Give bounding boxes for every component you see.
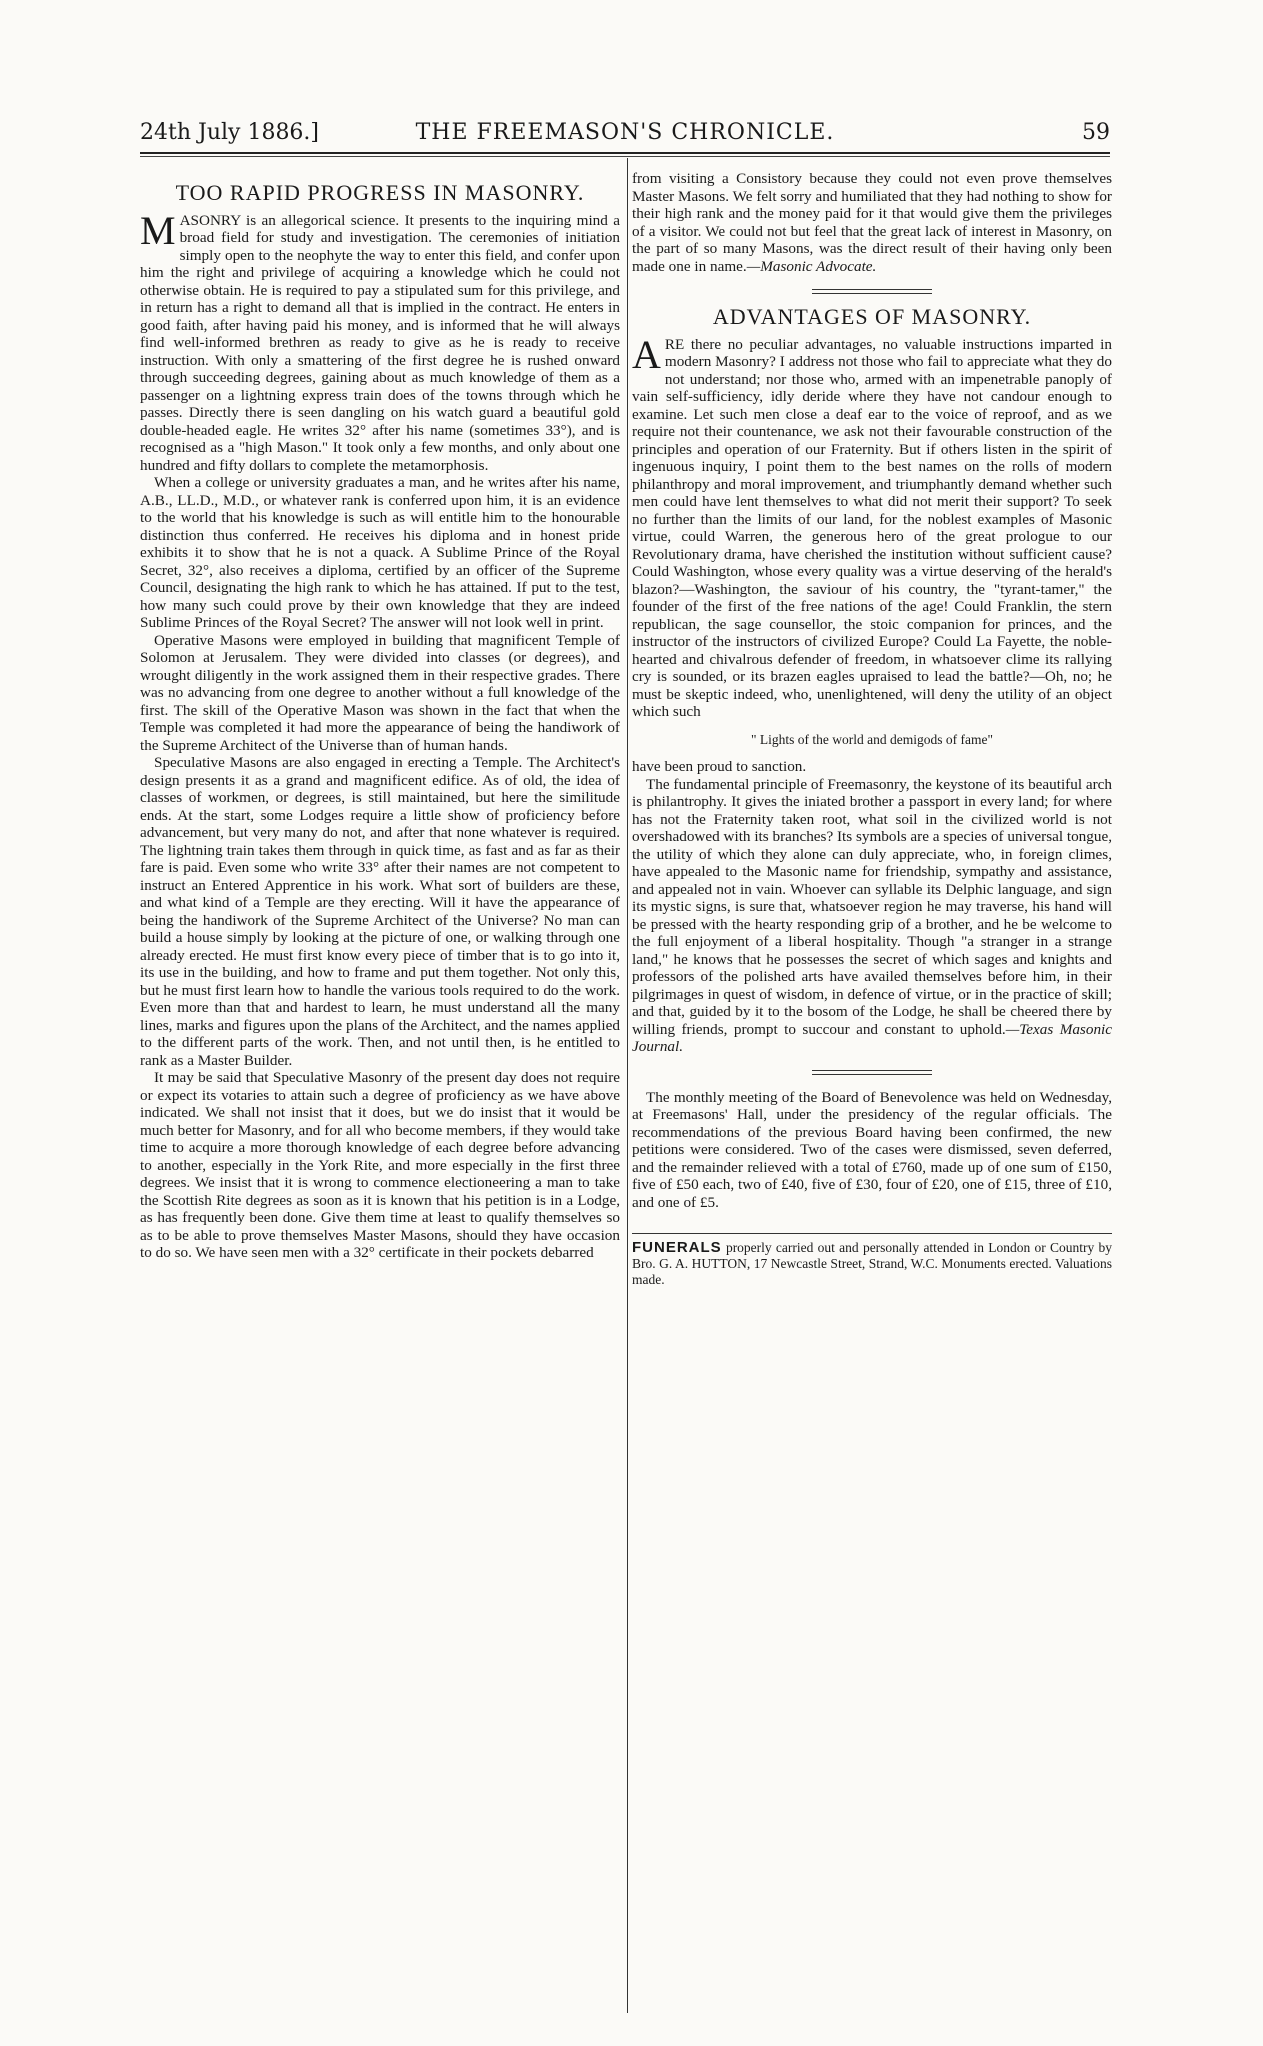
section-divider [812,1070,932,1075]
article-paragraph: It may be said that Speculative Masonry of the present day does not require or expect its votaries to attain such a degree of proficiency as we have above indicated. We shall not insist that it does, but we do insist that it would be much better for Masonry, and for all who become members, if they would take time to acquire a more thorough knowledge of each degree before advancing to another, especially in the York Rite, and more especially in the first three degrees. We insist that it is wrong to commence electioneering a man to take the Scottish Rite degrees as soon as it is known that his petition is in a Lodge, as has frequently been done. Give them time at least to qualify themselves so as to be able to prove themselves Master Masons, should they have occasion to do so. We have seen men with a 32° certificate in their pockets debarred [140,1069,620,1261]
column-divider [627,158,628,2013]
pull-quote: " Lights of the world and demigods of fame" [751,731,993,747]
article-paragraph: have been proud to sanction. [632,758,807,775]
article-paragraph: Operative Masons were employed in building that magnificent Temple of Solomon at Jerusalem. They were divided into classes (or degrees), and wrought diligently in the work assigned them in their respective grades. There was no advancing from one degree to another without a full knowledge of the first. The skill of the Operative Mason was shown in the fact that when the Temple was completed it had more the appearance of being the handiwork of the Supreme Architect of the Universe than of human hands. [140,631,620,754]
article-paragraph: MASONRY is an allegorical science. It presents to the inquiring mind a broad field for study and investigation. The ceremonies of initiation simply open to the neophyte the way to enter this field, and confer upon him the right and privilege of acquiring a knowledge which he could not otherwise obtain. He is required to pay a stipulated sum for this privilege, and in return has a right to demand all that is implied in the contract. He enters in good faith, after having paid his money, and is informed that he will always find well-informed brethren as ready to give as he is ready to receive instruction. With only a smattering of the first degree he is rushed onward through succeeding degrees, gaining about as much knowledge of them as a passenger on a lightning express train does of the towns through which he passes. Directly there is seen dangling on his watch guard a beautiful gold double-headed eagle. He writes 32° after his name (sometimes 33°), and is recognised as a "high Mason." It took only a few months, and only about one hundred and fifty dollars to complete the metamorphosis. [140,207,620,474]
left-column [140,170,620,1262]
header-rule-thin [140,156,1110,157]
article-paragraph: When a college or university graduates a man, and he writes after his name, A.B., LL.D., M.D., or whatever rank is conferred upon him, it is an evidence to the world that his knowledge is such as will entitle him to the honourable distinction thus conferred. He receives his diploma and in honest pride exhibits it to show that he is not a quack. A Sublime Prince of the Royal Secret, 32°, also receives a diploma, certified by an officer of the Supreme Council, designating the high rank to which he has attained. If put to the test, how many such could prove by their own knowledge that they are indeed Sublime Princes of the Royal Secret? The answer will not look well in print. [140,474,620,631]
board-report: The monthly meeting of the Board of Benevolence was held on Wednesday, at Freemasons' Hall, under the presidency of the regular officials. The recommendations of the previous Board having been confirmed, the new petitions were considered. Two of the cases were dismissed, seven deferred, and the remainder relieved with a total of £760, made up of one sum of £150, five of £50 each, two of £40, five of £30, four of £20, one of £15, three of £10, and one of £5. [632,1088,1112,1211]
advert-brand: FUNERALS [632,1239,722,1256]
page-header [140,120,1110,148]
header-rule [140,152,1110,154]
article-title: TOO RAPID PROGRESS IN MASONRY. [175,180,585,205]
article-title: ADVANTAGES OF MASONRY. [712,304,1032,329]
right-column [632,170,1112,1288]
page-number: 59 [1082,120,1110,145]
drop-cap: A [632,331,661,377]
article-paragraph: Speculative Masons are also engaged in erecting a Temple. The Architect's design presents it as a grand and magnificent edifice. As of old, the idea of classes of workmen, or degrees, is still maintained, but here the similitude ends. At the start, some Lodges require a little show of proficiency before advancement, but very many do not, and after that none whatever is required. The lightning train takes them through in quick time, as fast and as far as their fare is paid. Even some who write 33° after their names are not competent to instruct an Entered Apprentice in his work. What sort of builders are these, and what kind of a Temple are they erecting. Will it have the appearance of being the handiwork of the Supreme Architect of the Universe? No man can build a house simply by looking at the picture of one, or walking through one already erected. He must first know every piece of timber that is to go into it, its use in the building, and how to frame and put them together. Not only this, but he must first learn how to handle the various tools required to do the work. Even more than that and hardest to learn, he must understand all the many lines, marks and figures upon the plans of the Architect, and the names applied to the different parts of the work. Then, and not until then, is he entitled to rank as a Master Builder. [140,754,620,1069]
article-source: —Texas Masonic Journal. [632,1020,1112,1055]
advert-text: properly carried out and personally attended in London or Country by Bro. G. A. HUTTON, 17 Newcastle Street, Strand, W.C. Monuments erected. Valuations made. [632,1240,1112,1287]
advertisement [632,1233,1112,1288]
publication-title: THE FREEMASON'S CHRONICLE. [415,120,835,145]
issue-date: 24th July 1886.] [140,120,320,145]
article-continuation: from visiting a Consistory because they could not even prove themselves Master Masons. We felt sorry and humiliated that they had nothing to show for their high rank and the money paid for it that would give them the privileges of a visitor. We could not but feel that the great lack of interest in Masonry, on the part of so many Masons, was the direct result of their having only been made one in name.—Masonic Advocate. [632,170,1112,275]
section-divider [812,289,932,294]
article-source: —Masonic Advocate. [746,257,877,275]
article-paragraph: ARE there no peculiar advantages, no valuable instructions imparted in modern Masonry? I address not those who fail to appreciate what they do not understand; nor those who, armed with an impenetrable panoply of vain self-sufficiency, idly deride where they have not candour enough to examine. Let such men close a deaf ear to the voice of reproof, and as we require not their countenance, we ask not their favourable construction of the principles and operation of our Fraternity. But if others listen in the spirit of ingenuous inquiry, I point them to the best names on the rolls of modern philanthropy and moral improvement, and triumphantly demand whether such men could have lent themselves to what did not merit their support? To seek no further than the limits of our land, for the noblest examples of Masonic virtue, could Warren, the generous hero of the great prologue to our Revolutionary drama, have cherished the institution without sufficient cause? Could Washington, whose every quality was a virtue deserving of the herald's blazon?—Washington, the saviour of his country, the "tyrant-tamer," the founder of the first of the free nations of the age! Could Franklin, the stern republican, the sage counsellor, the stoic companion for princes, and the instructor of the instructors of civilized Europe? Could La Fayette, the noble-hearted and chivalrous defender of freedom, in whatsoever clime its rallying cry is sounded, or its brazen eagles upraised to lead the battle?—Oh, no; he must be skeptic indeed, who, unenlightened, will deny the utility of an object which such [632,331,1112,720]
article-paragraph: The fundamental principle of Freemasonry, the keystone of its beautiful arch is philantrophy. It gives the iniated brother a passport in every land; for where has not the Fraternity taken root, what soil in the civilized world is not overshadowed with its branches? Its symbols are a species of universal tongue, the utility of which they alone can duly appreciate, who, in foreign climes, have appealed to the Masonic name for friendship, sympathy and assistance, and appealed not in vain. Whoever can syllable its Delphic language, and sign its mystic signs, is sure that, whatsoever region he may traverse, his hand will be pressed with the hearty responding grip of a brother, and he be welcome to the full enjoyment of a liberal hospitality. Though "a stranger in a strange land," he knows that he possesses the secret of which sages and knights and professors of the polished arts have availed themselves before him, in their pilgrimages in quest of wisdom, in defence of virtue, or in the practice of skill; and that, guided by it to the bosom of the Lodge, he shall be cheered there by willing friends, prompt to succour and constant to uphold.—Texas Masonic Journal. [632,775,1112,1055]
drop-cap: M [140,207,176,253]
